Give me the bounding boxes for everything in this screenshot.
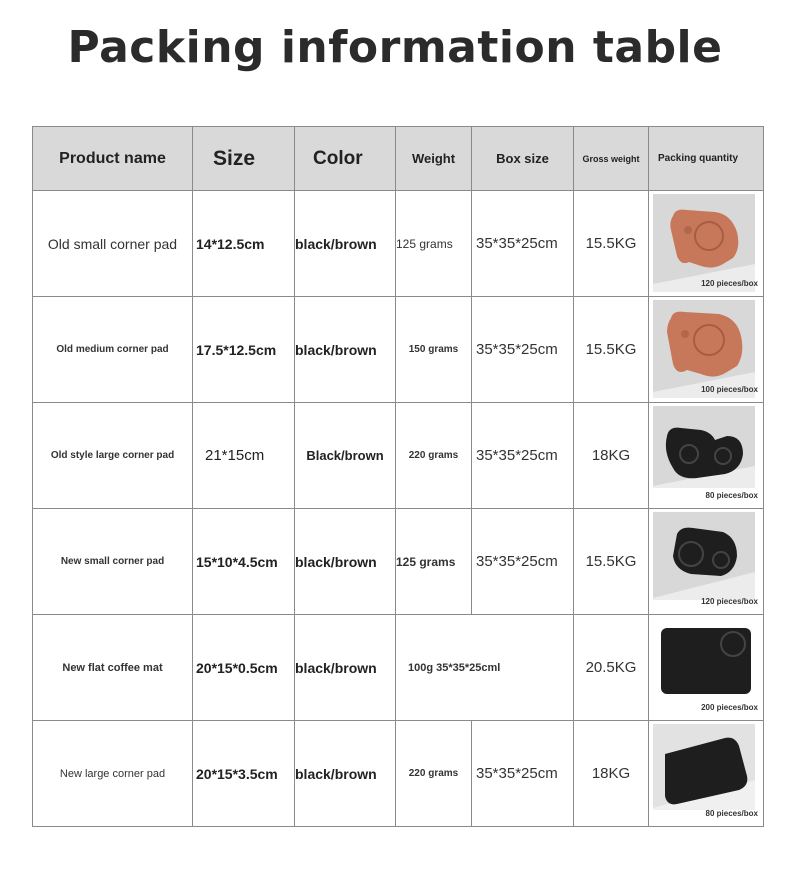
gross-weight: 15.5KG	[574, 191, 649, 297]
table-row	[33, 509, 764, 615]
box-size: 35*35*25cm	[472, 721, 574, 827]
product-size: 20*15*3.5cm	[193, 721, 295, 827]
box-size: 35*35*25cm	[472, 191, 574, 297]
product-size: 14*12.5cm	[193, 191, 295, 297]
product-color: black/brown	[295, 615, 396, 721]
packing-quantity-cell	[649, 509, 764, 615]
product-size: 21*15cm	[193, 403, 295, 509]
product-name: Old small corner pad	[33, 191, 193, 297]
product-weight: 125 grams	[396, 191, 472, 297]
packing-quantity-cell	[649, 721, 764, 827]
product-size: 20*15*0.5cm	[193, 615, 295, 721]
product-name: Old medium corner pad	[33, 297, 193, 403]
table-row	[33, 403, 764, 509]
packing-quantity: 100 pieces/box	[701, 385, 758, 394]
weight-box-size-merged: 100g 35*35*25cml	[396, 615, 574, 721]
header-gross-weight: Gross weight	[574, 127, 649, 191]
brown-corner-pad-photo	[653, 300, 757, 398]
gross-weight: 18KG	[574, 721, 649, 827]
header-color: Color	[295, 127, 396, 191]
header-row	[33, 127, 764, 191]
gross-weight: 15.5KG	[574, 297, 649, 403]
black-small-corner-pad-photo	[653, 512, 757, 600]
product-color: black/brown	[295, 297, 396, 403]
product-color: black/brown	[295, 191, 396, 297]
product-weight: 150 grams	[396, 297, 472, 403]
table-row	[33, 615, 764, 721]
product-weight: 220 grams	[396, 721, 472, 827]
brown-corner-pad-photo	[653, 194, 757, 292]
box-size: 35*35*25cm	[472, 509, 574, 615]
table-row	[33, 191, 764, 297]
box-size: 35*35*25cm	[472, 297, 574, 403]
header-packing-quantity: Packing quantity	[649, 127, 764, 191]
packing-quantity: 120 pieces/box	[701, 597, 758, 606]
product-size: 17.5*12.5cm	[193, 297, 295, 403]
header-box-size: Box size	[472, 127, 574, 191]
gross-weight: 15.5KG	[574, 509, 649, 615]
product-weight: 125 grams	[396, 509, 472, 615]
product-name: New flat coffee mat	[33, 615, 193, 721]
product-color: black/brown	[295, 509, 396, 615]
black-corner-pad-photo	[653, 406, 757, 488]
product-color: black/brown	[295, 721, 396, 827]
table-row	[33, 297, 764, 403]
product-color: Black/brown	[295, 403, 396, 509]
packing-quantity-cell	[649, 191, 764, 297]
packing-table	[32, 126, 764, 827]
gross-weight: 20.5KG	[574, 615, 649, 721]
packing-quantity-cell	[649, 615, 764, 721]
product-size: 15*10*4.5cm	[193, 509, 295, 615]
gross-weight: 18KG	[574, 403, 649, 509]
page-title: Packing information table	[67, 22, 723, 73]
packing-quantity: 80 pieces/box	[705, 491, 758, 500]
black-flat-mat-photo	[653, 618, 757, 700]
packing-quantity: 80 pieces/box	[705, 809, 758, 818]
table-row	[33, 721, 764, 827]
packing-quantity: 120 pieces/box	[701, 279, 758, 288]
product-name: Old style large corner pad	[33, 403, 193, 509]
black-large-corner-pad-photo	[653, 724, 757, 810]
header-size: Size	[193, 127, 295, 191]
product-name: New large corner pad	[33, 721, 193, 827]
packing-quantity-cell	[649, 403, 764, 509]
product-name: New small corner pad	[33, 509, 193, 615]
packing-quantity: 200 pieces/box	[701, 703, 758, 712]
packing-quantity-cell	[649, 297, 764, 403]
product-weight: 220 grams	[396, 403, 472, 509]
header-weight: Weight	[396, 127, 472, 191]
header-product-name: Product name	[33, 127, 193, 191]
box-size: 35*35*25cm	[472, 403, 574, 509]
